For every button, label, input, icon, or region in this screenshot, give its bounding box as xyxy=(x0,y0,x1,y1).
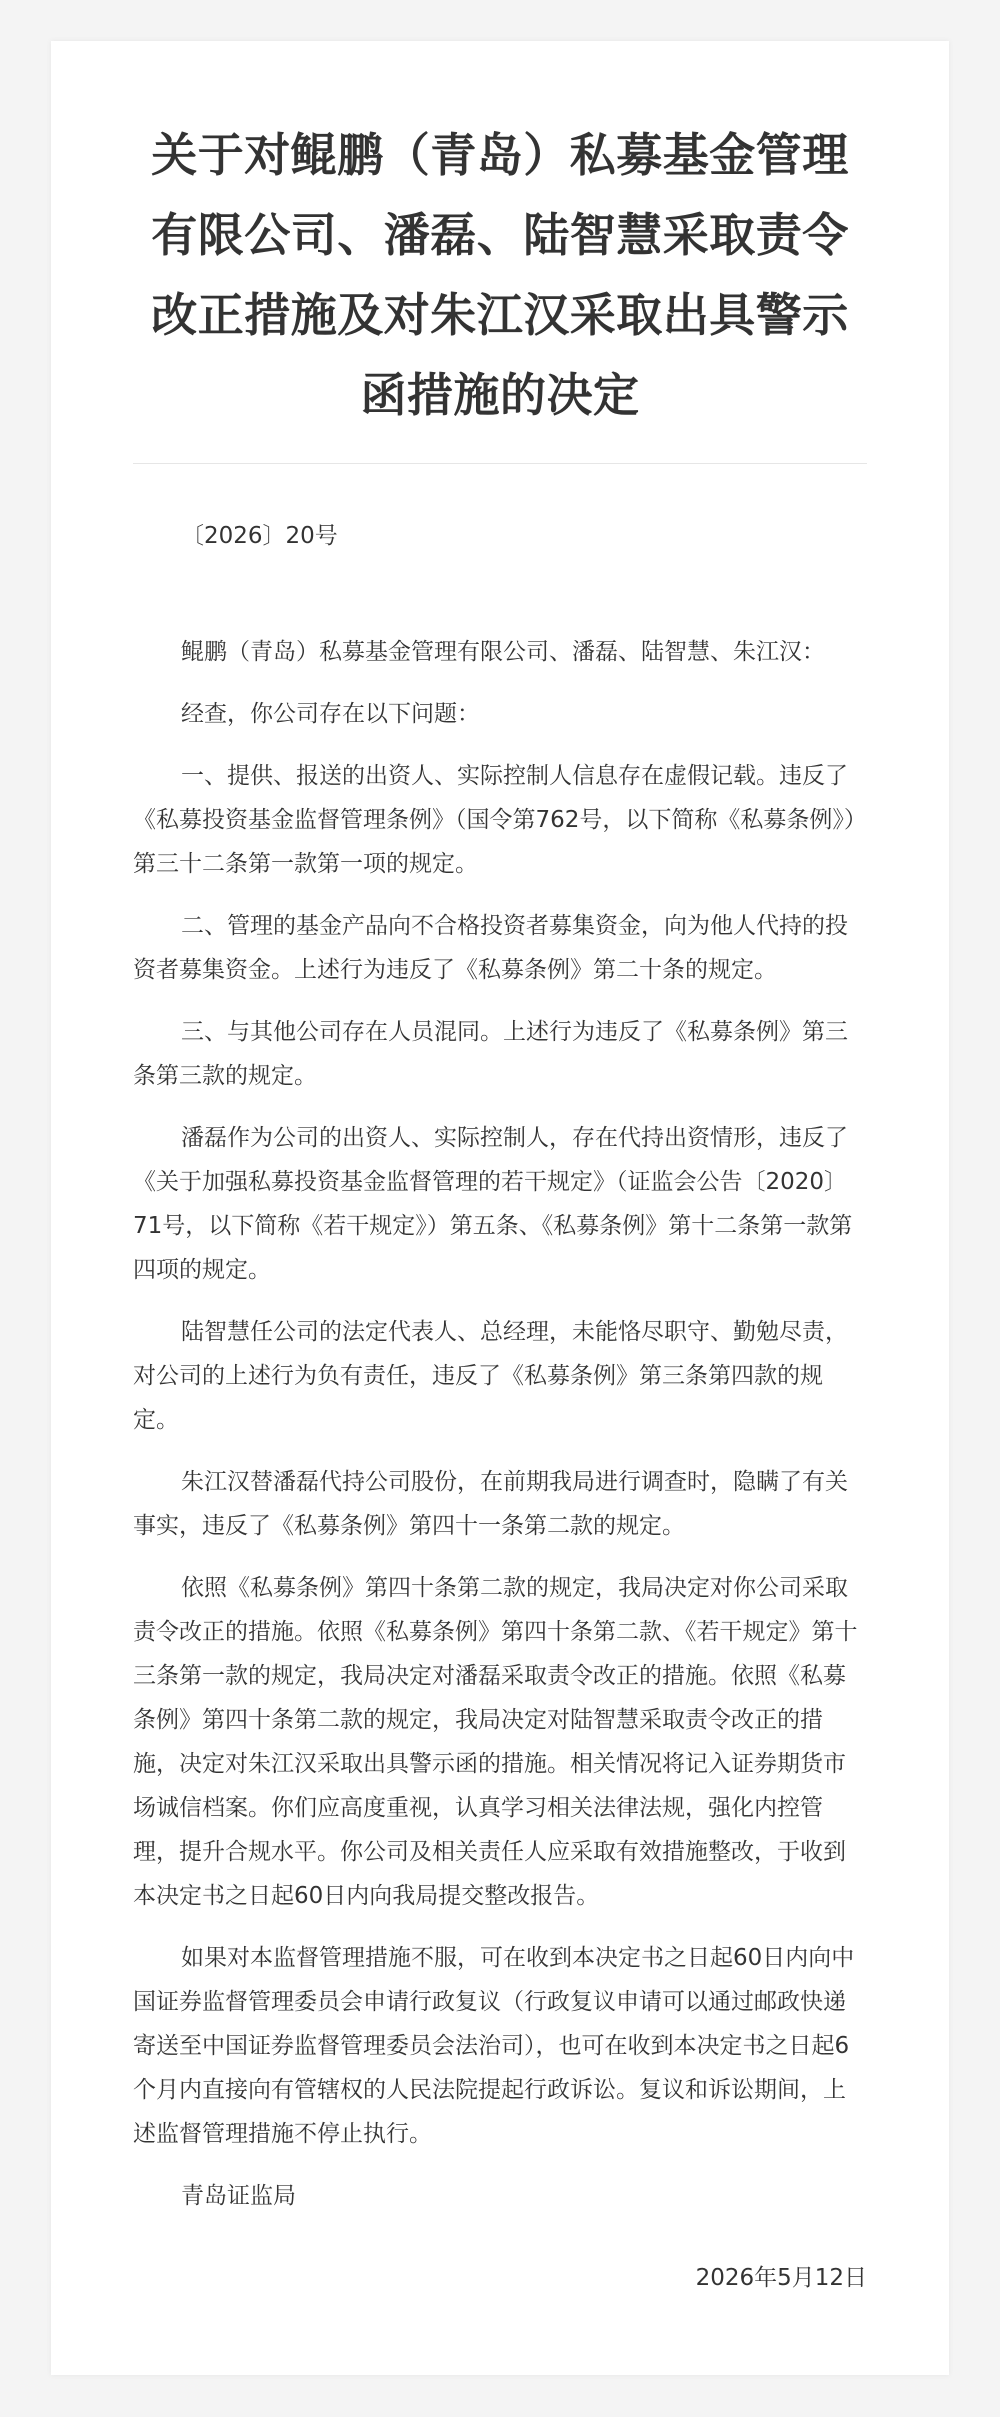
paragraph-lu-zhihui: 陆智慧任公司的法定代表人、总经理，未能恪尽职守、勤勉尽责，对公司的上述行为负有责任，违反了《私募条例》第三条第四款的规定。 xyxy=(133,1319,848,1433)
paragraph-issue-2: 二、管理的基金产品向不合格投资者募集资金，向为他人代持的投资者募集资金。上述行为违反了《私募条例》第二十条的规定。 xyxy=(133,913,848,983)
document-card xyxy=(51,41,949,2375)
document-number: 〔2026〕20号 xyxy=(181,523,338,549)
document-title: 关于对鲲鹏（青岛）私募基金管理有限公司、潘磊、陆智慧采取责令改正措施及对朱江汉采取出具警示函措施的决定 xyxy=(151,128,849,422)
document-body xyxy=(133,630,867,2300)
title-divider xyxy=(133,463,867,464)
paragraph-intro: 经查，你公司存在以下问题： xyxy=(181,701,480,727)
paragraph-issue-1: 一、提供、报送的出资人、实际控制人信息存在虚假记载。违反了《私募投资基金监督管理条例》（国令第762号，以下简称《私募条例》）第三十二条第一款第一项的规定。 xyxy=(133,763,867,877)
paragraph-appeal: 如果对本监督管理措施不服，可在收到本决定书之日起60日内向中国证券监督管理委员会申请行政复议（行政复议申请可以通过邮政快递寄送至中国证券监督管理委员会法治司），也可在收到本决定书之日起6个月内直接向有管辖权的人民法院提起行政诉讼。复议和诉讼期间，上述监督管理措施不停止执行。 xyxy=(133,1945,855,2147)
paragraph-addressee: 鲲鹏（青岛）私募基金管理有限公司、潘磊、陆智慧、朱江汉： xyxy=(181,639,825,665)
paragraph-decision: 依照《私募条例》第四十条第二款的规定，我局决定对你公司采取责令改正的措施。依照《私募条例》第四十条第二款、《若干规定》第十三条第一款的规定，我局决定对潘磊采取责令改正的措施。依照《私募条例》第四十条第二款的规定，我局决定对陆智慧采取责令改正的措施，决定对朱江汉采取出具警示函的措施。相关情况将记入证券期货市场诚信档案。你们应高度重视，认真学习相关法律法规，强化内控管理，提升合规水平。你公司及相关责任人应采取有效措施整改，于收到本决定书之日起60日内向我局提交整改报告。 xyxy=(133,1575,858,1909)
document-content xyxy=(133,41,867,2300)
issue-date: 2026年5月12日 xyxy=(695,2265,867,2291)
paragraph-issue-3: 三、与其他公司存在人员混同。上述行为违反了《私募条例》第三条第三款的规定。 xyxy=(133,1019,848,1089)
paragraph-pan-lei: 潘磊作为公司的出资人、实际控制人，存在代持出资情形，违反了《关于加强私募投资基金监督管理的若干规定》（证监会公告〔2020〕71号，以下简称《若干规定》）第五条、《私募条例》第十二条第一款第四项的规定。 xyxy=(133,1125,853,1283)
paragraph-zhu-jianghan: 朱江汉替潘磊代持公司股份，在前期我局进行调查时，隐瞒了有关事实，违反了《私募条例》第四十一条第二款的规定。 xyxy=(133,1469,848,1539)
signer: 青岛证监局 xyxy=(181,2183,296,2209)
